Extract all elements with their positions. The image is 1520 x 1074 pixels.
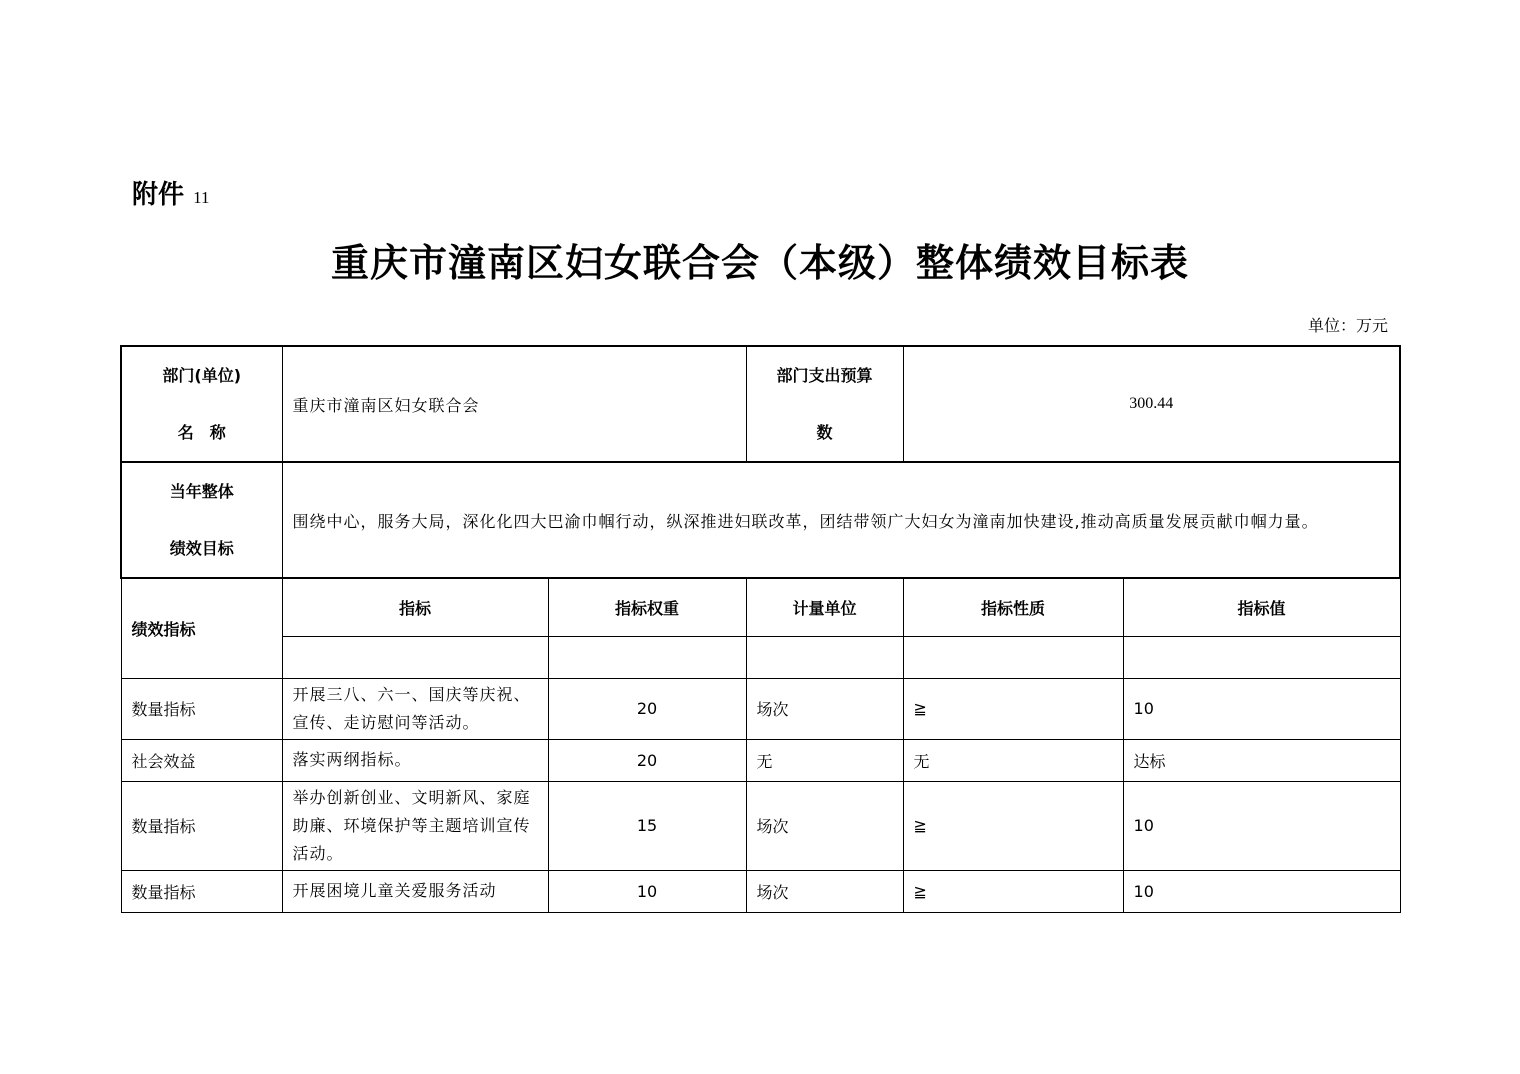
row-nature: ≧	[903, 781, 1123, 870]
row-unit: 场次	[746, 870, 903, 912]
indicator-header-row	[121, 578, 1400, 636]
budget-value: 300.44	[903, 346, 1400, 462]
row-weight: 20	[548, 739, 746, 781]
attachment-number: 11	[193, 188, 210, 207]
row-indicator: 举办创新创业、文明新风、家庭助廉、环境保护等主题培训宣传活动。	[282, 781, 548, 870]
dept-row	[121, 346, 1400, 462]
row-weight: 15	[548, 781, 746, 870]
row-value: 10	[1123, 781, 1400, 870]
col-header-value: 指标值	[1123, 578, 1400, 636]
blank-cell	[1123, 636, 1400, 678]
goal-label-line1: 当年整体	[169, 482, 234, 501]
page-title: 重庆市潼南区妇女联合会（本级）整体绩效目标表	[330, 240, 1189, 285]
dept-label-cell	[121, 346, 282, 462]
table-row	[121, 739, 1400, 781]
row-category: 数量指标	[121, 781, 282, 870]
row-weight: 20	[548, 678, 746, 739]
indicator-blank-row	[121, 636, 1400, 678]
blank-cell	[548, 636, 746, 678]
col-header-unit: 计量单位	[746, 578, 903, 636]
blank-cell	[746, 636, 903, 678]
goal-label-line2: 绩效目标	[169, 539, 234, 558]
table-row	[121, 781, 1400, 870]
performance-table	[120, 345, 1401, 913]
row-indicator: 开展困境儿童关爱服务活动	[282, 870, 548, 912]
dept-label-line2: 名 称	[177, 423, 226, 442]
row-category: 数量指标	[121, 678, 282, 739]
row-indicator: 开展三八、六一、国庆等庆祝、宣传、走访慰问等活动。	[282, 678, 548, 739]
row-indicator: 落实两纲指标。	[282, 739, 548, 781]
budget-label-line2: 数	[816, 423, 833, 442]
row-unit: 场次	[746, 781, 903, 870]
row-unit: 场次	[746, 678, 903, 739]
row-nature: ≧	[903, 678, 1123, 739]
dept-name: 重庆市潼南区妇女联合会	[282, 346, 746, 462]
row-unit: 无	[746, 739, 903, 781]
unit-label: 单位：万元	[1307, 316, 1388, 335]
budget-label-line1: 部门支出预算	[776, 366, 873, 385]
row-nature: 无	[903, 739, 1123, 781]
table-row	[121, 678, 1400, 739]
goal-text: 围绕中心，服务大局，深化化四大巴渝巾帼行动，纵深推进妇联改革，团结带领广大妇女为潼南加快建设,推动高质量发展贡献巾帼力量。	[282, 462, 1400, 578]
blank-cell	[903, 636, 1123, 678]
attachment-label	[132, 174, 209, 211]
row-value: 达标	[1123, 739, 1400, 781]
blank-cell	[282, 636, 548, 678]
goal-label-cell	[121, 462, 282, 578]
row-value: 10	[1123, 678, 1400, 739]
indicators-section-label: 绩效指标	[121, 578, 282, 678]
row-weight: 10	[548, 870, 746, 912]
row-category: 数量指标	[121, 870, 282, 912]
attachment-prefix: 附件	[132, 180, 185, 210]
dept-label-line1: 部门(单位)	[162, 366, 242, 385]
col-header-weight: 指标权重	[548, 578, 746, 636]
col-header-nature: 指标性质	[903, 578, 1123, 636]
budget-label-cell	[746, 346, 903, 462]
row-value: 10	[1123, 870, 1400, 912]
col-header-indicator: 指标	[282, 578, 548, 636]
table-row	[121, 870, 1400, 912]
goal-row	[121, 462, 1400, 578]
row-category: 社会效益	[121, 739, 282, 781]
row-nature: ≧	[903, 870, 1123, 912]
